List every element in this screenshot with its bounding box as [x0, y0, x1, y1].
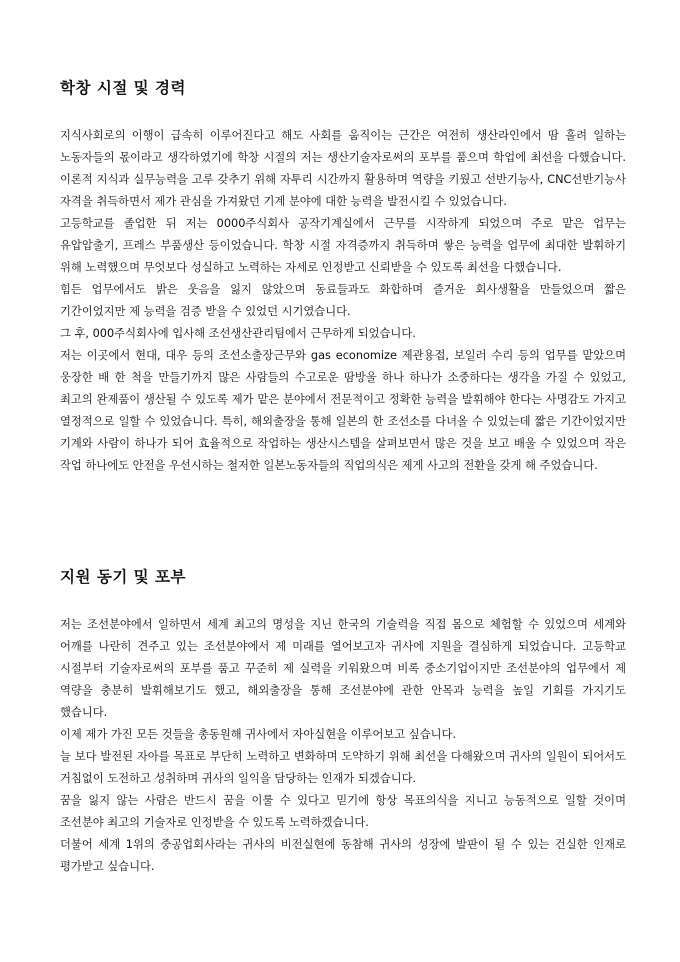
paragraph: 힘든 업무에서도 밝은 웃음을 잃지 않았으며 동료들과도 화합하며 즐거운 회사생활을 만들었으며 짧은 기간이었지만 제 능력을 검증 받을 수 있었던 시기였습니다.	[60, 283, 626, 318]
paragraph: 더불어 세계 1위의 중공업회사라는 귀사의 비전실현에 동참해 귀사의 성장에 발판이 될 수 있는 건실한 인재로 평가받고 싶습니다.	[60, 838, 626, 873]
paragraph: 지식사회로의 이행이 급속히 이루어진다고 해도 사회를 움직이는 근간은 여전히 생산라인에서 땀 흘려 일하는 노동자들의 몫이라고 생각하였기에 학창 시절의 저는 생산기술자로써의 포부를 품으며 학업에 최선을 다했습니다. 이론적 지식과 실무능력을 고루 갖추기 위해 자투리 시간까지 활용하며 역량을 키웠고 선반기능사, CNC선반기능사 자격을 취득하면서 제가 관심을 가져왔던 기계 분야에 대한 능력을 발전시킬 수 있었습니다.	[60, 129, 626, 208]
paragraph: 저는 이곳에서 현대, 대우 등의 조선소출장근무와 gas economize 제관용접, 보일러 수리 등의 업무를 맡았으며 웅장한 배 한 척을 만들기까지 많은 사람들의 수고로운 땀방울 하나 하나가 소중하다는 생각을 가질 수 있었고, 최고의 완제품이 생산될 수 있도록 제가 맡은 분야에서 전문적이고 정확한 능력을 발휘해야 한다는 사명감도 가지고 열정적으로 일할 수 있었습니다. 특히, 해외출장을 통해 일본의 한 조선소를 다녀올 수 있었는데 짧은 기간이었지만 기계와 사람이 하나가 되어 효율적으로 작업하는 생산시스템을 살펴보면서 많은 것을 보고 배울 수 있었으며 작은 작업 하나에도 안전을 우선시하는 철저한 일본노동자들의 직업의식은 제게 사고의 전환을 갖게 해 주었습니다.	[60, 349, 626, 472]
paragraph: 저는 조선분야에서 일하면서 세계 최고의 명성을 지닌 한국의 기술력을 직접 몸으로 체험할 수 있었으며 세계와 어깨를 나란히 견주고 있는 조선분야에서 제 미래를 열어보고자 귀사에 지원을 결심하게 되었습니다. 고등학교 시절부터 기술자로써의 포부를 품고 꾸준히 제 실력을 키워왔으며 비록 중소기업이지만 조선분야의 업무에서 제 역량을 충분히 발휘해보기도 했고, 해외출장을 통해 조선분야에 관한 안목과 능력을 높일 기회를 가지기도 했습니다.	[60, 618, 626, 719]
paragraph: 이제 제가 가진 모든 것들을 총동원해 귀사에서 자아실현을 이루어보고 싶습니다.	[60, 728, 457, 741]
paragraph: 고등학교를 졸업한 뒤 저는 0000주식회사 공작기계실에서 근무를 시작하게 되었으며 주로 맡은 업무는 유압압출기, 프레스 부품생산 등이었습니다. 학창 시절 자격증까지 취득하며 쌓은 능력을 업무에 최대한 발휘하기 위해 노력했으며 무엇보다 성실하고 노력하는 자세로 인정받고 신뢰받을 수 있도록 최선을 다했습니다.	[60, 217, 626, 274]
section-body	[60, 125, 626, 477]
paragraph: 그 후, 000주식회사에 입사해 조선생산관리팀에서 근무하게 되었습니다.	[60, 327, 416, 340]
paragraph: 늘 보다 발전된 자아를 목표로 부단히 노력하고 변화하며 도약하기 위해 최선을 다해왔으며 귀사의 일원이 되어서도 거침없이 도전하고 성취하며 귀사의 일익을 담당하는 인재가 되겠습니다.	[60, 750, 626, 785]
section-career	[60, 77, 626, 477]
section-heading: 학창 시절 및 경력	[60, 79, 187, 97]
section-body	[60, 614, 626, 878]
paragraph: 꿈을 잃지 않는 사람은 반드시 꿈을 이룰 수 있다고 믿기에 항상 목표의식을 지니고 능동적으로 일할 것이며 조선분야 최고의 기술자로 인정받을 수 있도록 노력하겠습니다.	[60, 794, 626, 829]
section-motivation	[60, 566, 626, 878]
section-heading: 지원 동기 및 포부	[60, 568, 187, 586]
